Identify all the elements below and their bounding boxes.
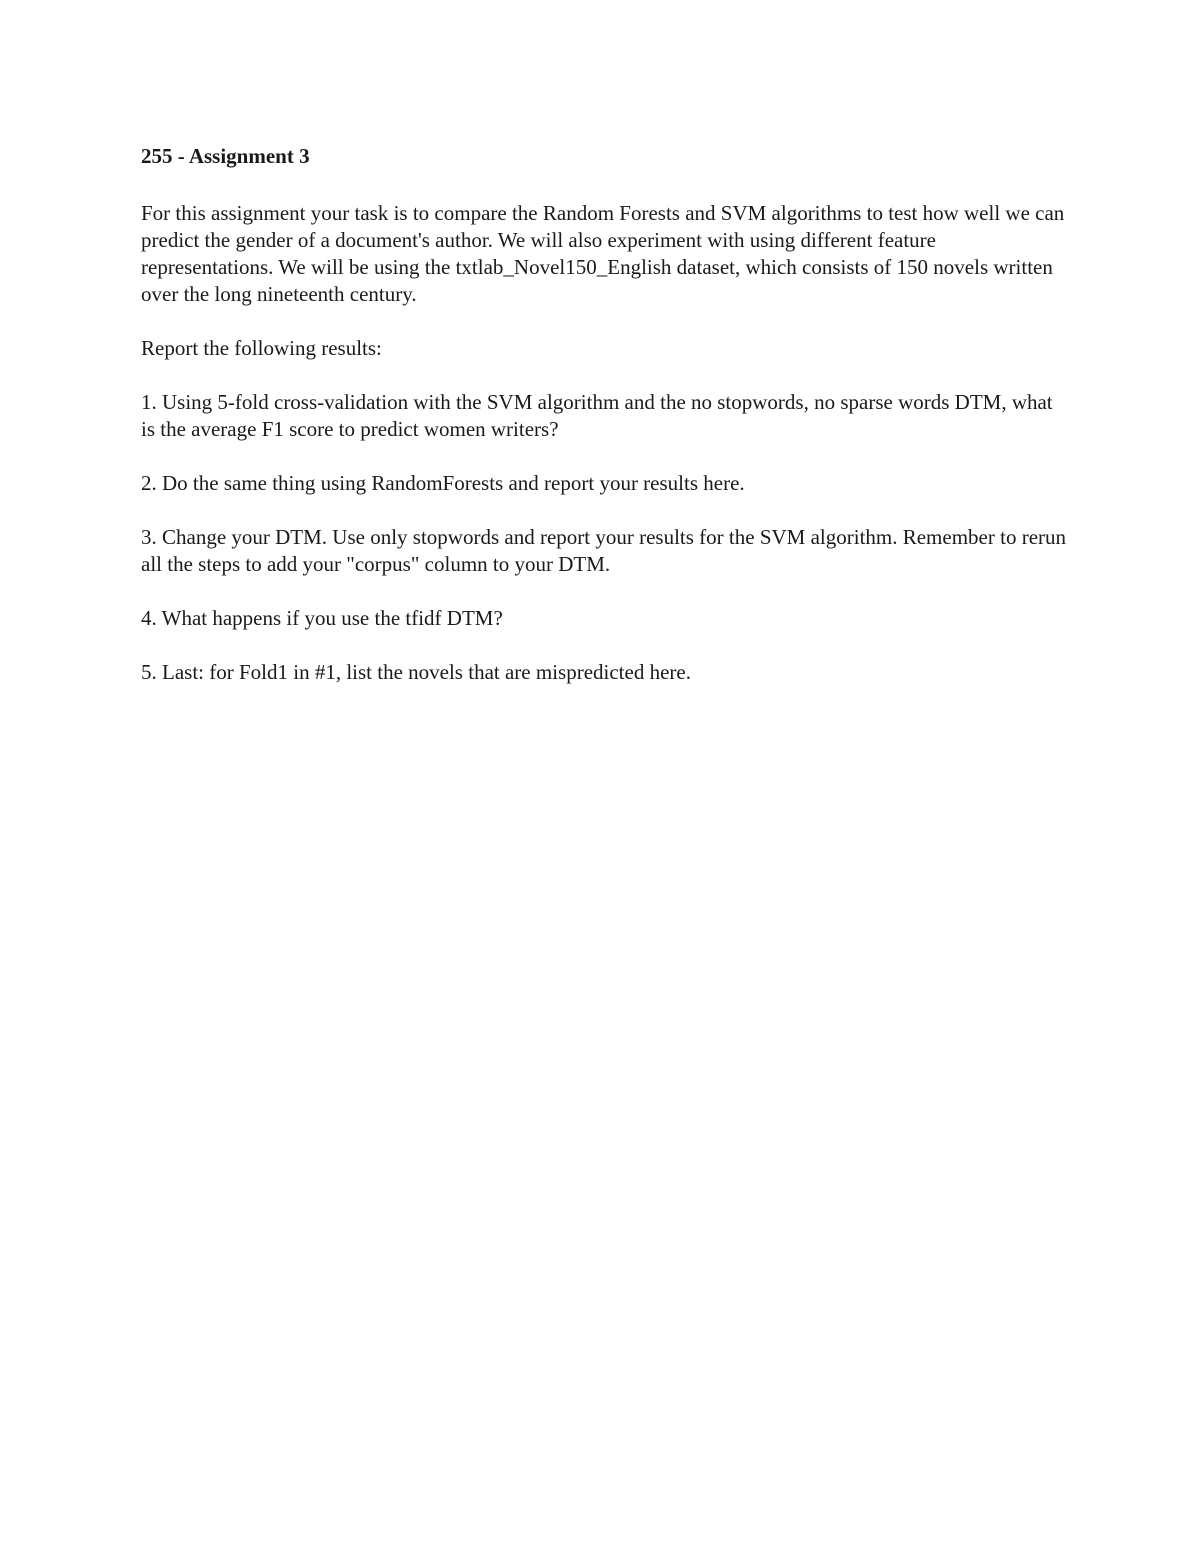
question-5: 5. Last: for Fold1 in #1, list the novels that are mispredicted here. — [141, 660, 691, 684]
page-title: 255 - Assignment 3 — [141, 144, 310, 168]
intro-paragraph: For this assignment your task is to compare the Random Forests and SVM algorithms to test how well we can predict the gender of a document's author. We will also experiment with using different feature representations. We will be using the txtlab_Novel150_English dataset, which consists of 150 novels written over the long nineteenth century. — [141, 201, 1065, 306]
document-body — [141, 140, 1071, 713]
question-4: 4. What happens if you use the tfidf DTM? — [141, 606, 503, 630]
question-3: 3. Change your DTM. Use only stopwords and report your results for the SVM algorithm. Remember to rerun all the steps to add your "corpus" column to your DTM. — [141, 525, 1067, 576]
report-heading: Report the following results: — [141, 336, 382, 360]
question-1: 1. Using 5-fold cross-validation with the SVM algorithm and the no stopwords, no sparse words DTM, what is the average F1 score to predict women writers? — [141, 390, 1053, 441]
question-2: 2. Do the same thing using RandomForests and report your results here. — [141, 471, 745, 495]
